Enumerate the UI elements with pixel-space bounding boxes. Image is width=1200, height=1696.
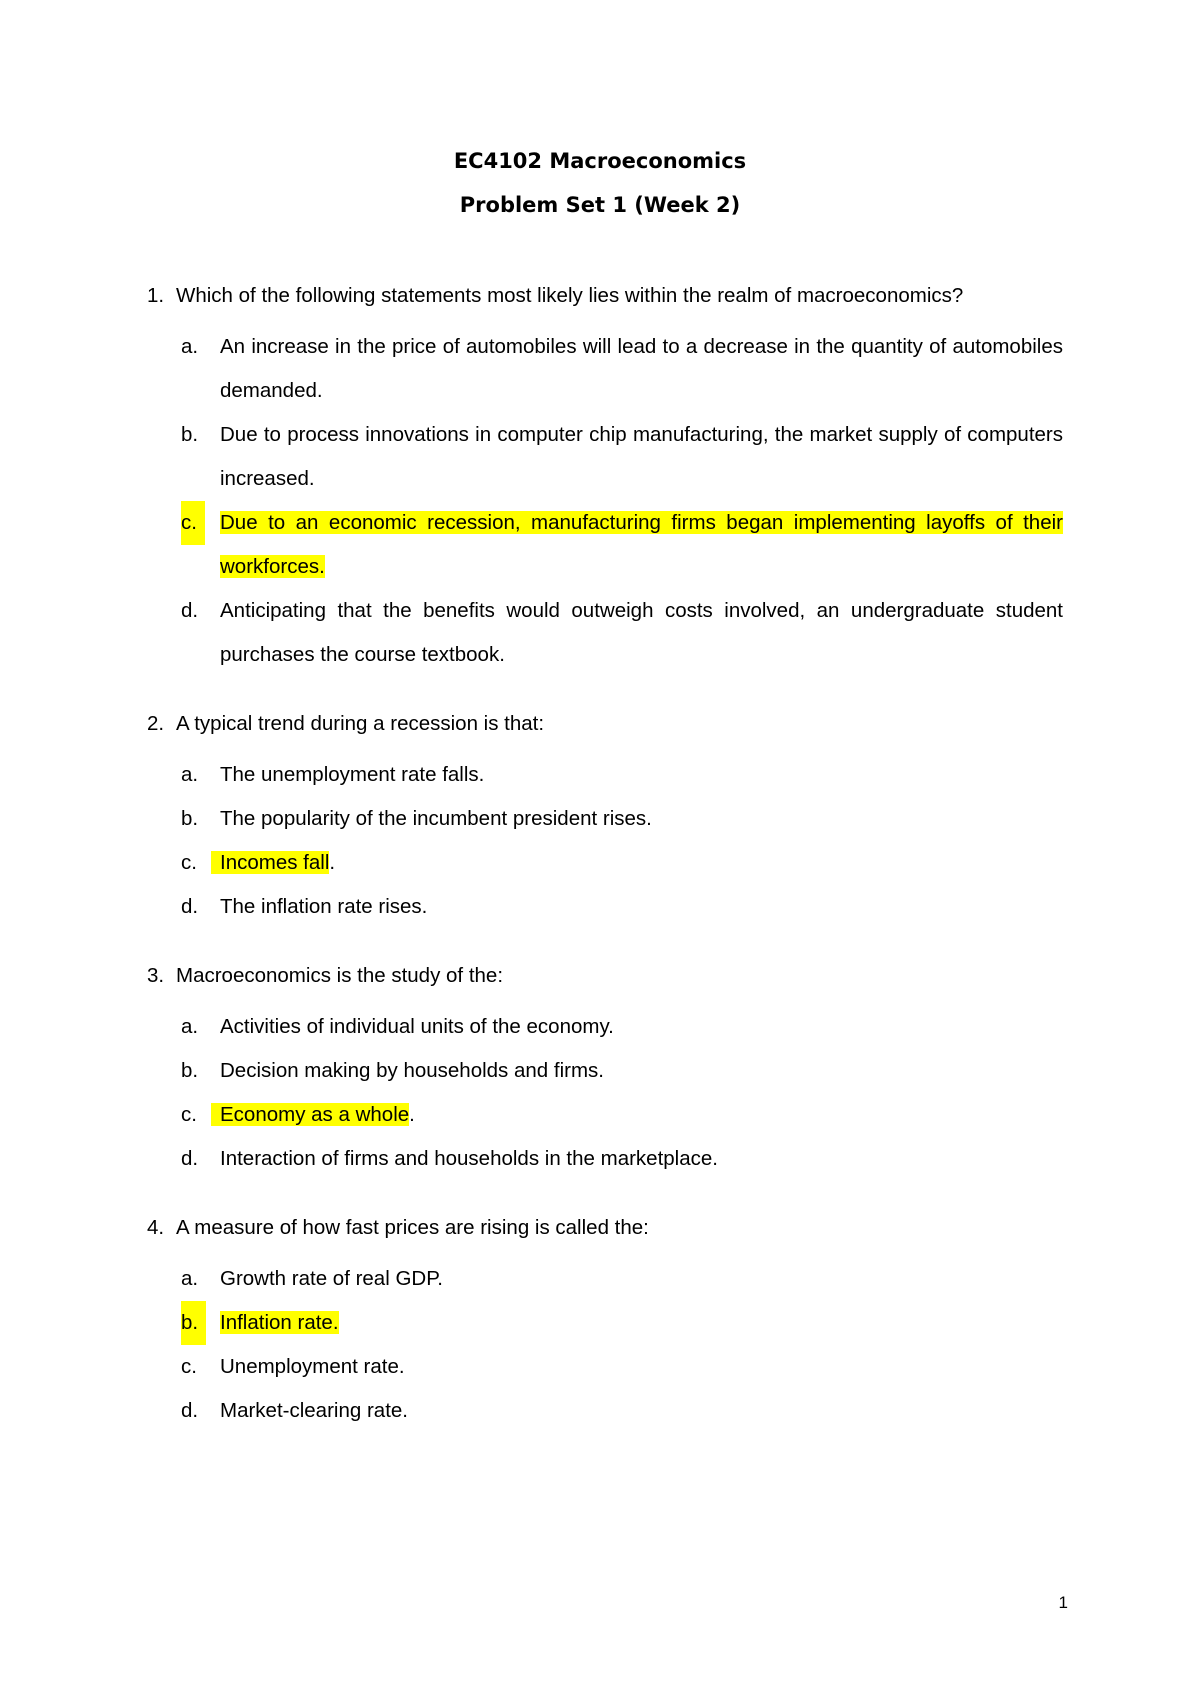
option-letter: a.: [181, 1267, 199, 1290]
option-text: Growth rate of real GDP.: [220, 1267, 443, 1290]
question-1: [147, 281, 1063, 677]
option-letter: b.: [181, 807, 199, 830]
option-letter: b.: [181, 423, 199, 446]
option-letter: d.: [181, 895, 199, 918]
document-title: EC4102 Macroeconomics: [453, 149, 747, 173]
option-letter: c.: [181, 501, 205, 545]
option-text: Economy as a whole: [220, 1103, 410, 1126]
question-number: 3.: [147, 964, 165, 987]
question-number: 2.: [147, 712, 165, 735]
option-d: [147, 885, 1063, 929]
option-d: [147, 1389, 1063, 1433]
page-number: 1: [1058, 1593, 1068, 1612]
option-suffix: .: [409, 1103, 415, 1126]
option-d: [147, 589, 1063, 677]
option-letter: a.: [181, 763, 199, 786]
option-letter: b.: [181, 1301, 206, 1345]
question-4: [147, 1213, 1063, 1433]
option-letter: a.: [181, 1015, 199, 1038]
option-text: Due to an economic recession, manufacturing firms began implementing layoffs of their workforces.: [220, 511, 1063, 578]
question-text: Macroeconomics is the study of the:: [176, 964, 504, 987]
option-text: Anticipating that the benefits would outweigh costs involved, an undergraduate student purchases the course textbook.: [220, 599, 1063, 666]
option-d: [147, 1137, 1063, 1181]
option-text: The inflation rate rises.: [220, 895, 428, 918]
option-letter: d.: [181, 1399, 199, 1422]
question-stem: [147, 1213, 1063, 1257]
option-text: Incomes fall: [220, 851, 330, 874]
option-text: The unemployment rate falls.: [220, 763, 485, 786]
option-text: An increase in the price of automobiles will lead to a decrease in the quantity of automobiles demanded.: [220, 335, 1063, 402]
option-text: Market-clearing rate.: [220, 1399, 408, 1422]
option-text: The popularity of the incumbent president rises.: [220, 807, 652, 830]
option-b: [147, 413, 1063, 501]
option-c-highlighted-answer: [147, 841, 1063, 885]
option-a: [147, 1005, 1063, 1049]
question-number: 1.: [147, 284, 165, 307]
option-letter: b.: [181, 1059, 199, 1082]
option-text: Unemployment rate.: [220, 1355, 405, 1378]
question-text: Which of the following statements most likely lies within the realm of macroeconomics?: [176, 284, 964, 307]
option-c: [147, 1345, 1063, 1389]
question-text: A measure of how fast prices are rising is called the:: [176, 1216, 649, 1239]
question-number: 4.: [147, 1216, 165, 1239]
option-b: [147, 1049, 1063, 1093]
option-a: [147, 753, 1063, 797]
option-c-highlighted-answer: [147, 1093, 1063, 1137]
option-letter: c.: [181, 1103, 197, 1126]
option-text: Decision making by households and firms.: [220, 1059, 604, 1082]
question-stem: [147, 961, 1063, 1005]
option-letter: d.: [181, 1147, 199, 1170]
option-suffix: .: [329, 851, 336, 874]
option-letter: a.: [181, 335, 199, 358]
question-text: A typical trend during a recession is that:: [176, 712, 545, 735]
option-text: Inflation rate.: [220, 1311, 339, 1334]
option-b: [147, 797, 1063, 841]
question-2: [147, 709, 1063, 929]
option-text: Interaction of firms and households in the marketplace.: [220, 1147, 718, 1170]
option-c-highlighted-answer: [147, 501, 1063, 589]
option-letter: c.: [181, 1355, 197, 1378]
option-text: Activities of individual units of the economy.: [220, 1015, 614, 1038]
document-subtitle: Problem Set 1 (Week 2): [459, 193, 741, 217]
option-text: Due to process innovations in computer chip manufacturing, the market supply of computers increased.: [220, 423, 1063, 490]
option-letter: d.: [181, 599, 199, 622]
option-letter: c.: [181, 851, 197, 874]
question-stem: [147, 709, 1063, 753]
option-b-highlighted-answer: [147, 1301, 1063, 1345]
option-a: [147, 1257, 1063, 1301]
question-stem: [147, 281, 1063, 325]
question-3: [147, 961, 1063, 1181]
option-a: [147, 325, 1063, 413]
